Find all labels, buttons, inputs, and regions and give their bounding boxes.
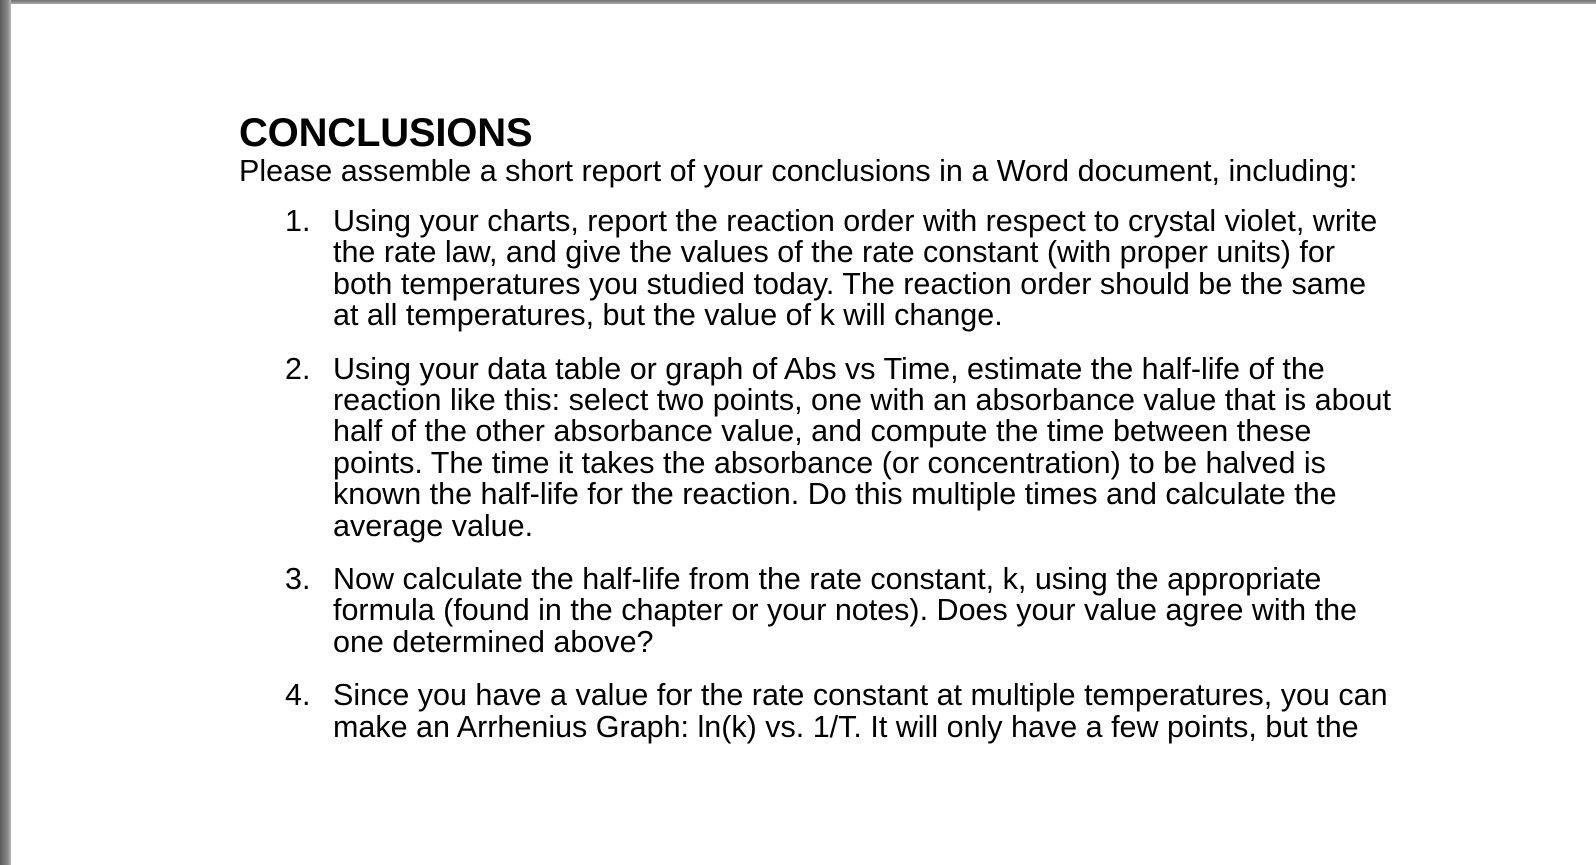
list-item-line: reaction like this: select two points, one with an absorbance value that is about xyxy=(333,383,1391,418)
section-heading: CONCLUSIONS xyxy=(239,111,533,155)
list-item-line: Now calculate the half-life from the rate constant, k, using the appropriate xyxy=(333,562,1322,597)
list-item-1 xyxy=(285,206,1445,332)
list-item-number: 3. xyxy=(285,562,311,597)
list-item-2 xyxy=(285,351,1445,543)
document-page xyxy=(11,4,1596,865)
viewer-left-border xyxy=(0,0,11,865)
list-item-line: Using your data table or graph of Abs vs Time, estimate the half-life of the xyxy=(333,351,1325,386)
list-item-number: 4. xyxy=(285,678,311,713)
intro-paragraph: Please assemble a short report of your conclusions in a Word document, including: xyxy=(239,154,1358,188)
list-item-line: at all temperatures, but the value of k will change. xyxy=(333,298,1003,333)
list-item-line: make an Arrhenius Graph: ln(k) vs. 1/T. It will only have a few points, but the xyxy=(333,709,1359,744)
list-item-line: points. The time it takes the absorbance (or concentration) to be halved is xyxy=(333,445,1326,480)
list-item-line: Since you have a value for the rate constant at multiple temperatures, you can xyxy=(333,678,1388,713)
list-item-line: formula (found in the chapter or your notes). Does your value agree with the xyxy=(333,593,1357,628)
list-item-line: half of the other absorbance value, and compute the time between these xyxy=(333,414,1312,449)
list-item-line: both temperatures you studied today. The reaction order should be the same xyxy=(333,266,1367,301)
list-item-line: the rate law, and give the values of the rate constant (with proper units) for xyxy=(333,235,1335,270)
list-item-number: 1. xyxy=(285,204,311,238)
list-item-line: one determined above? xyxy=(333,624,654,659)
list-item-line: known the half-life for the reaction. Do this multiple times and calculate the xyxy=(333,477,1337,512)
list-item-line: Using your charts, report the reaction order with respect to crystal violet, write xyxy=(333,204,1378,238)
list-item-number: 2. xyxy=(285,351,311,386)
conclusions-list xyxy=(285,206,1445,765)
list-item-line: average value. xyxy=(333,508,534,543)
list-item-3 xyxy=(285,564,1445,658)
list-item-4 xyxy=(285,680,1445,743)
